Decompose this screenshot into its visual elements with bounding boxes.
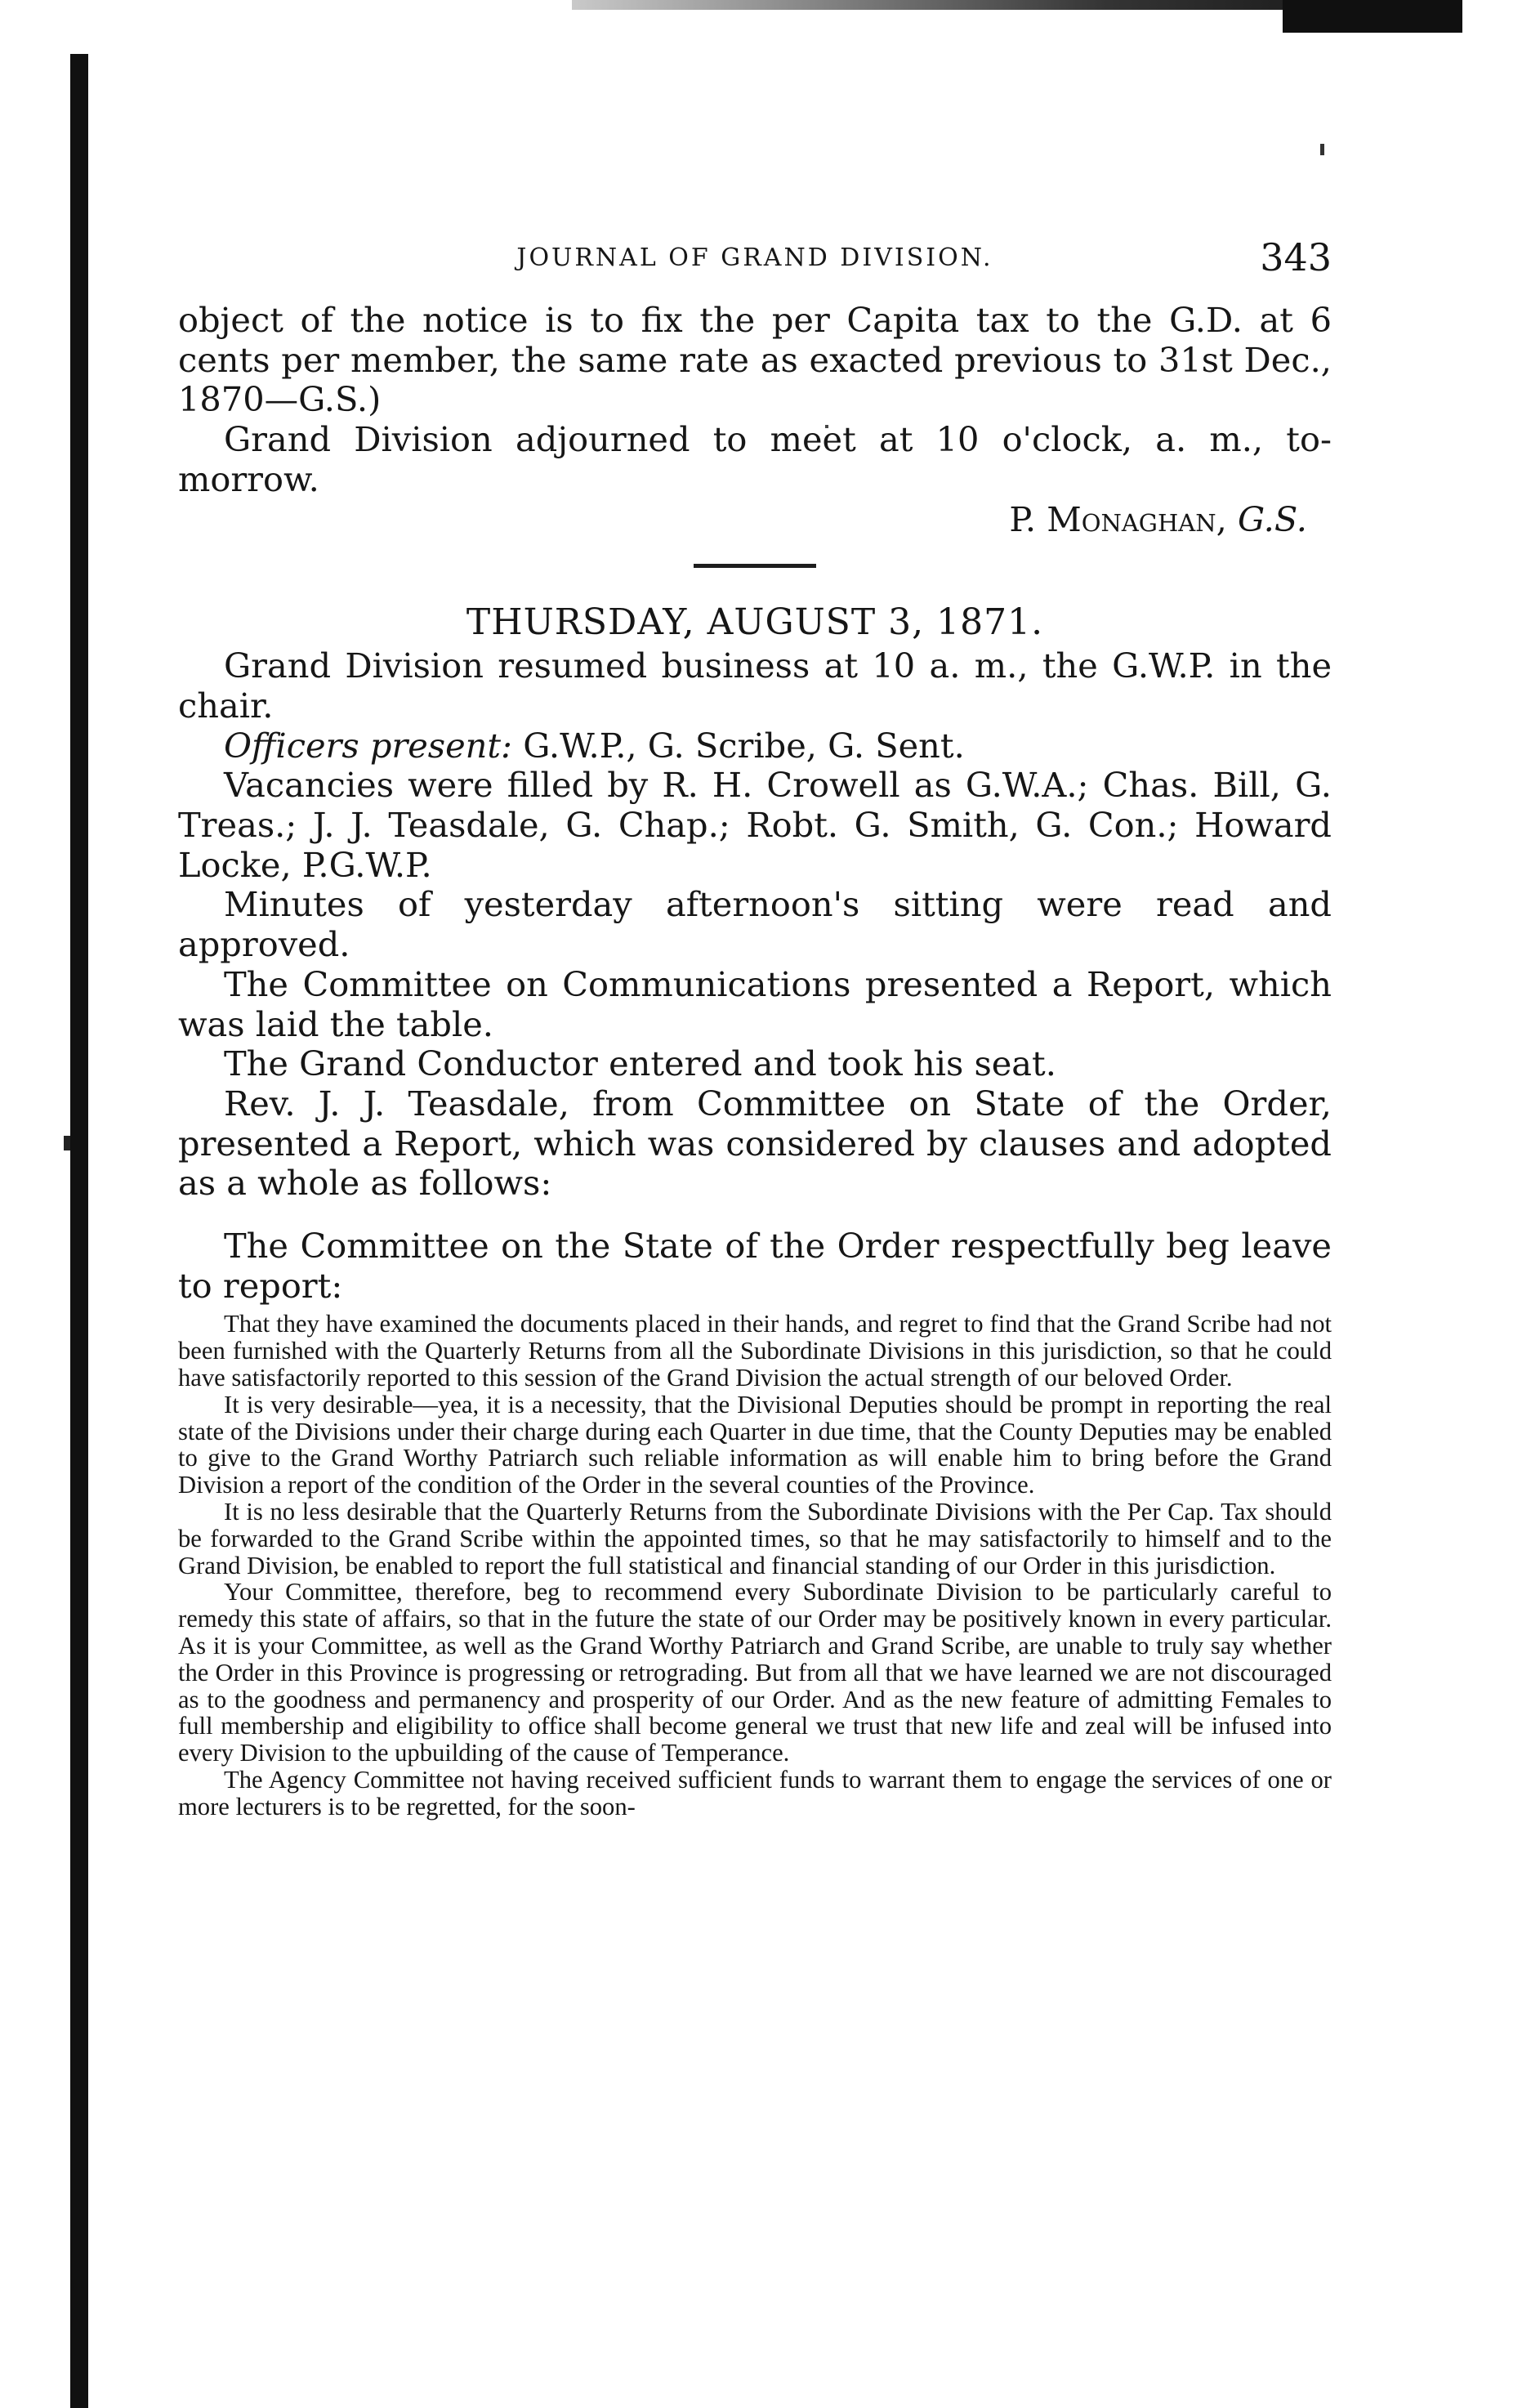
minutes-paragraph: Minutes of yesterday afternoon's sitting were read and approved.	[178, 884, 1332, 965]
officers-label: Officers present:	[224, 725, 513, 766]
continuation-paragraph: object of the notice is to fix the per Capita tax to the G.D. at 6 cents per member, the same rate as exacted previous to 31st Dec., 1870—G.S.)	[178, 300, 1332, 420]
scan-speck	[1320, 144, 1324, 155]
report-paragraph: It is very desirable—yea, it is a necessity, that the Divisional Deputies should be prompt in reporting the real state of the Divisions under their charge during each Quarter in due time, that the County Deputies may be enabled to give to the Grand Worthy Patriarch such reliable information as will enable him to bring before the Grand Division a report of the condition of the Order in the several counties of the Province.	[178, 1390, 1332, 1499]
report-paragraph: That they have examined the documents placed in their hands, and regret to find that the Grand Scribe had not been furnished with the Quarterly Returns from all the Subordinate Divisions in this jurisdiction, so that he could have satisfactorily reported to this session of the Grand Division the actual strength of our beloved Order.	[178, 1310, 1332, 1392]
signature	[178, 500, 1332, 540]
officers-paragraph	[178, 726, 1332, 766]
section-rule	[694, 564, 816, 568]
session-heading: THURSDAY, AUGUST 3, 1871.	[466, 601, 1044, 644]
page-number: 343	[1260, 235, 1332, 279]
report-intro: The Committee on the State of the Order respectfully beg leave to report:	[178, 1226, 1332, 1306]
report-paragraph: Your Committee, therefore, beg to recommend every Subordinate Division to be particularly careful to remedy this state of affairs, so that in the future the state of our Order may be positively known in every particular. As it is your Committee, as well as the Grand Worthy Patriarch and Grand Scribe, are unable to truly say whether the Order in this Province is progressing or retrograding. But from all that we have learned we are not discouraged as to the goodness and permanency and prosperity of our Order. And as the new feature of admitting Females to full membership and eligibility to office shall become general we trust that new life and zeal will be infused into every Division to the upbuilding of the cause of Temperance.	[178, 1578, 1332, 1767]
signature-title: G.S.	[1237, 498, 1307, 539]
scan-mark	[64, 1136, 70, 1150]
officers-list: G.W.P., G. Scribe, G. Sent.	[523, 725, 965, 766]
journal-page	[178, 235, 1332, 1821]
scan-edge-top-dark	[1283, 0, 1462, 33]
scan-edge-left	[70, 54, 88, 2408]
teasdale-paragraph: Rev. J. J. Teasdale, from Committee on State of the Order, presented a Report, which was considered by clauses and adopted as a whole as follows:	[178, 1083, 1332, 1204]
communications-paragraph: The Committee on Communications presented a Report, which was laid the table.	[178, 963, 1332, 1044]
vacancies-paragraph: Vacancies were filled by R. H. Crowell as G.W.A.; Chas. Bill, G. Treas.; J. J. Teasdale, G. Chap.; Robt. G. Smith, G. Con.; Howard Locke, P.G.W.P.	[178, 765, 1332, 885]
adjournment-line: Grand Division adjourned to meet at 10 o'clock, a. m., to-morrow.	[178, 419, 1332, 499]
signature-name: P. Monaghan,	[1009, 498, 1227, 539]
report-paragraph: It is no less desirable that the Quarterly Returns from the Subordinate Divisions with the Per Cap. Tax should be forwarded to the Grand Scribe within the appointed times, so that he may satisfactorily to himself and to the Grand Division, be enabled to report the full statistical and financial standing of our Order in this jurisdiction.	[178, 1498, 1332, 1579]
conductor-paragraph: The Grand Conductor entered and took his seat.	[224, 1043, 1056, 1084]
running-head	[178, 235, 1332, 281]
running-title: JOURNAL OF GRAND DIVISION.	[516, 243, 993, 272]
report-paragraph: The Agency Committee not having received sufficient funds to warrant them to engage the services of one or more lecturers is to be regretted, for the soon-	[178, 1766, 1332, 1821]
resumed-paragraph: Grand Division resumed business at 10 a. m., the G.W.P. in the chair.	[178, 646, 1332, 726]
